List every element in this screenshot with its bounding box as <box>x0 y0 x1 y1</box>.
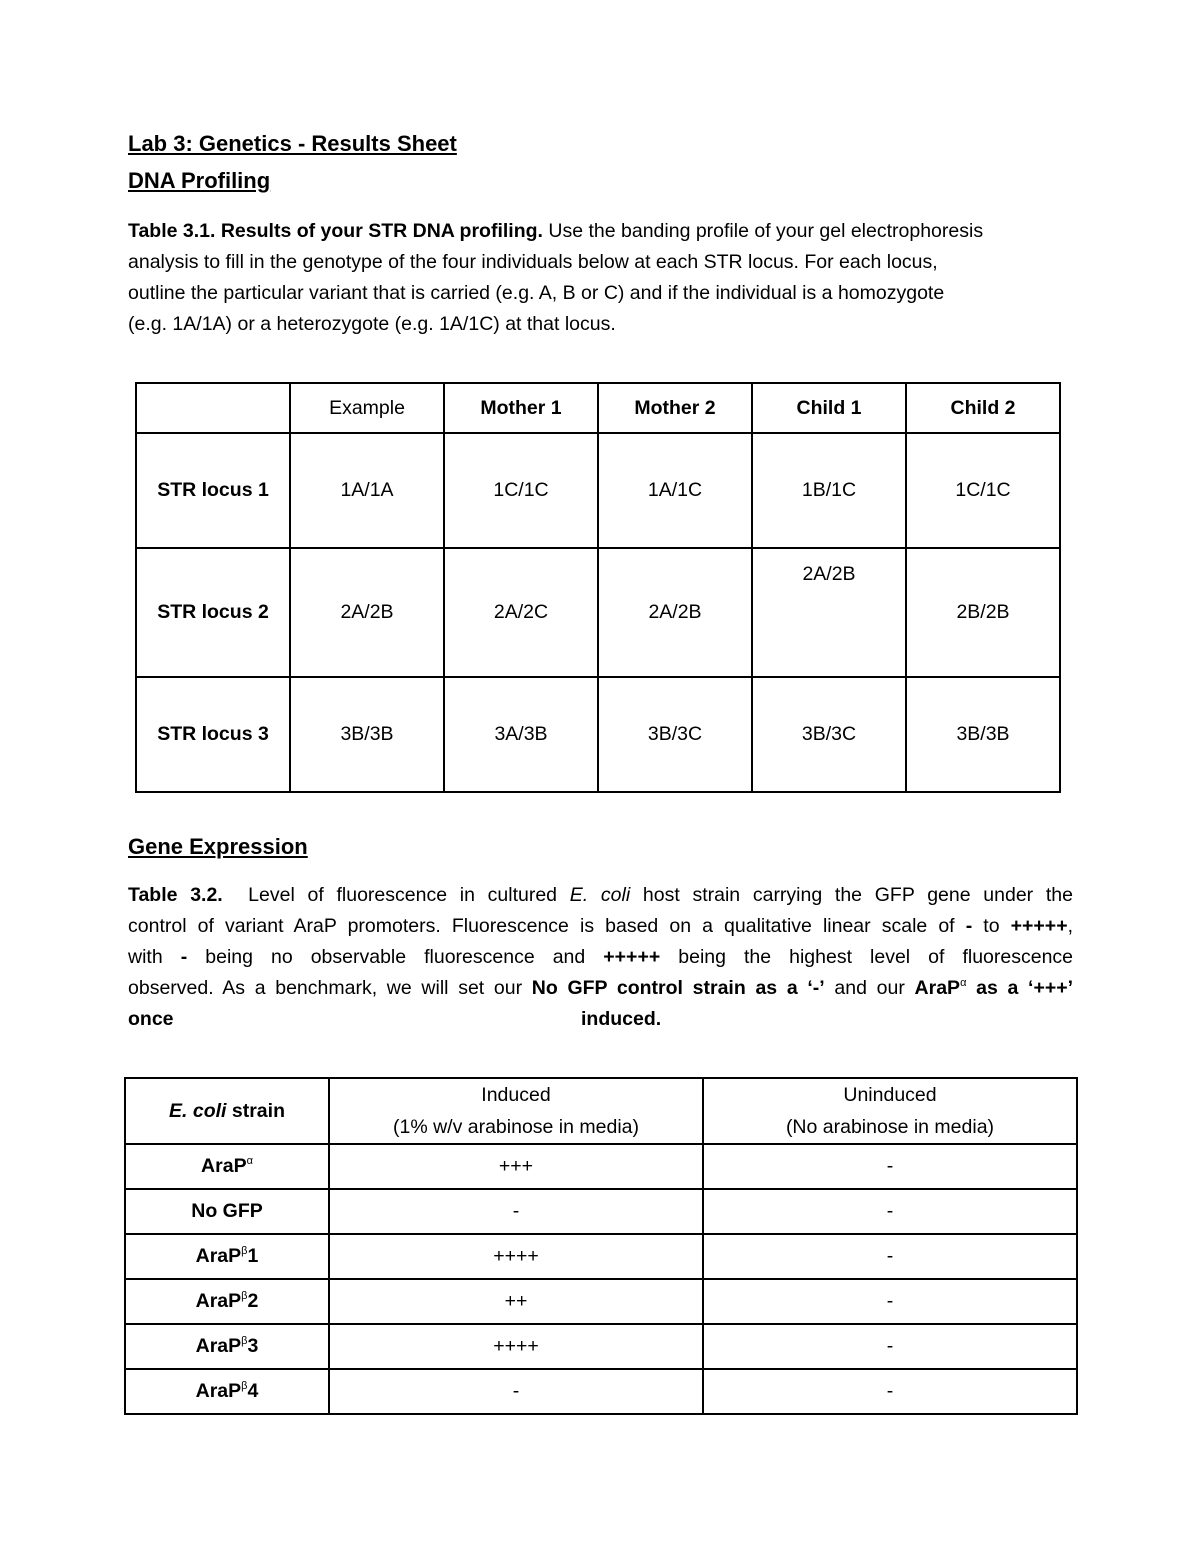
page-title: Lab 3: Genetics - Results Sheet <box>128 131 457 156</box>
table-cell: 1B/1C <box>752 433 906 548</box>
uninduced-cell: - <box>703 1279 1077 1324</box>
header-uninduced-sub: (No arabinose in media) <box>785 1116 995 1138</box>
uninduced-cell: - <box>703 1189 1077 1234</box>
table-cell: 1C/1C <box>906 433 1060 548</box>
header-strain: strain <box>231 1100 285 1122</box>
table-cell: 1C/1C <box>444 433 598 548</box>
strain-cell: AraP$^\beta$2 <box>125 1279 329 1324</box>
caption-text: host strain carrying the GFP gene under the <box>642 884 1073 906</box>
table-cell: 1A/1C <box>598 433 752 548</box>
table-row <box>125 1324 1077 1369</box>
caption-bold: +++++ <box>603 946 661 968</box>
header-cell-empty <box>136 383 290 433</box>
caption-line <box>128 911 1073 942</box>
table1-caption-line2: analysis to fill in the genotype of the four individuals below at each STR locus. For each locus, <box>128 251 938 273</box>
table-row <box>136 548 1060 677</box>
table-header-row <box>125 1078 1077 1144</box>
caption-line <box>128 942 1073 973</box>
table1-caption-line4: (e.g. 1A/1A) or a heterozygote (e.g. 1A/1C) at that locus. <box>128 313 616 335</box>
header-cell-strain <box>125 1078 329 1144</box>
table-cell: 2A/2B <box>752 548 906 677</box>
table-cell: 2A/2B <box>598 548 752 677</box>
row-label: STR locus 2 <box>136 548 290 677</box>
header-cell-uninduced <box>703 1078 1077 1144</box>
header-induced-sub: (1% w/v arabinose in media) <box>392 1116 640 1138</box>
uninduced-cell: - <box>703 1369 1077 1414</box>
caption-bold: induced. <box>581 1008 662 1030</box>
caption-text: with <box>128 946 163 968</box>
caption-text: control of variant AraP promoters. Fluorescence is based on a qualitative linear scale of <box>128 915 955 937</box>
caption-line <box>128 973 1073 1004</box>
caption-bold: as a ‘+++’ <box>976 977 1074 999</box>
caption-bold: No GFP control strain as a ‘-’ <box>531 977 825 999</box>
uninduced-cell: - <box>703 1144 1077 1189</box>
strain-cell: AraP$^\beta$4 <box>125 1369 329 1414</box>
header-cell-example: Example <box>290 383 444 433</box>
induced-cell: +++ <box>329 1144 703 1189</box>
caption-text: , <box>1067 915 1074 937</box>
caption-text: Level of fluorescence in cultured <box>248 884 558 906</box>
table-cell: 3A/3B <box>444 677 598 792</box>
caption-ecoli: E. coli <box>569 884 631 906</box>
table-row <box>136 677 1060 792</box>
caption-text: to <box>983 915 1000 937</box>
strain-cell: AraP$^\alpha$ <box>125 1144 329 1189</box>
caption-text: being no observable fluorescence and <box>205 946 586 968</box>
caption-bold: +++++ <box>1010 915 1068 937</box>
table-header-row <box>136 383 1060 433</box>
caption-text: observed. As a benchmark, we will set our <box>128 977 523 999</box>
caption-line <box>128 880 1073 911</box>
section-heading-gene-expression: Gene Expression <box>128 834 308 859</box>
table-row <box>125 1144 1077 1189</box>
induced-cell: ++++ <box>329 1234 703 1279</box>
table-cell: 3B/3C <box>598 677 752 792</box>
table-row <box>125 1189 1077 1234</box>
caption-bold: - <box>180 946 188 968</box>
caption-line <box>128 1004 1073 1035</box>
caption-bold: AraP <box>914 977 961 999</box>
header-cell-mother1: Mother 1 <box>444 383 598 433</box>
str-profiling-table <box>135 382 1061 793</box>
table-row <box>136 433 1060 548</box>
strain-cell: AraP$^\beta$1 <box>125 1234 329 1279</box>
fluorescence-table <box>124 1077 1078 1415</box>
table-cell: 1A/1A <box>290 433 444 548</box>
table-cell: 2A/2B <box>290 548 444 677</box>
row-label: STR locus 1 <box>136 433 290 548</box>
header-uninduced: Uninduced <box>843 1084 937 1106</box>
induced-cell: ++++ <box>329 1324 703 1369</box>
uninduced-cell: - <box>703 1324 1077 1369</box>
header-ecoli: E. coli <box>169 1100 227 1122</box>
table-cell: 3B/3B <box>906 677 1060 792</box>
header-cell-child1: Child 1 <box>752 383 906 433</box>
table2-caption <box>128 880 1073 1035</box>
caption-text: and our <box>834 977 905 999</box>
table-cell: 3B/3C <box>752 677 906 792</box>
table-row <box>125 1279 1077 1324</box>
table1-caption-line3: outline the particular variant that is carried (e.g. A, B or C) and if the individual is a homozygote <box>128 282 945 304</box>
induced-cell: ++ <box>329 1279 703 1324</box>
table-cell: 2B/2B <box>906 548 1060 677</box>
induced-cell: - <box>329 1189 703 1234</box>
caption-sup: α <box>960 977 967 989</box>
header-cell-mother2: Mother 2 <box>598 383 752 433</box>
table-cell: 3B/3B <box>290 677 444 792</box>
table-cell: 2A/2C <box>444 548 598 677</box>
table1-caption-line1: Use the banding profile of your gel electrophoresis <box>548 220 984 242</box>
table2-caption-label: Table 3.2. <box>128 884 223 906</box>
strain-cell: No GFP <box>125 1189 329 1234</box>
strain-cell: AraP$^\beta$3 <box>125 1324 329 1369</box>
table1-caption <box>128 216 1088 340</box>
induced-cell: - <box>329 1369 703 1414</box>
row-label: STR locus 3 <box>136 677 290 792</box>
header-induced: Induced <box>481 1084 551 1106</box>
header-cell-child2: Child 2 <box>906 383 1060 433</box>
caption-bold: once <box>128 1008 174 1030</box>
section-heading-dna-profiling: DNA Profiling <box>128 168 271 193</box>
caption-bold: - <box>965 915 973 937</box>
table-row <box>125 1234 1077 1279</box>
header-cell-induced <box>329 1078 703 1144</box>
table-row <box>125 1369 1077 1414</box>
uninduced-cell: - <box>703 1234 1077 1279</box>
table1-caption-label: Table 3.1. Results of your STR DNA profiling. <box>128 220 543 242</box>
caption-text: being the highest level of fluorescence <box>678 946 1074 968</box>
